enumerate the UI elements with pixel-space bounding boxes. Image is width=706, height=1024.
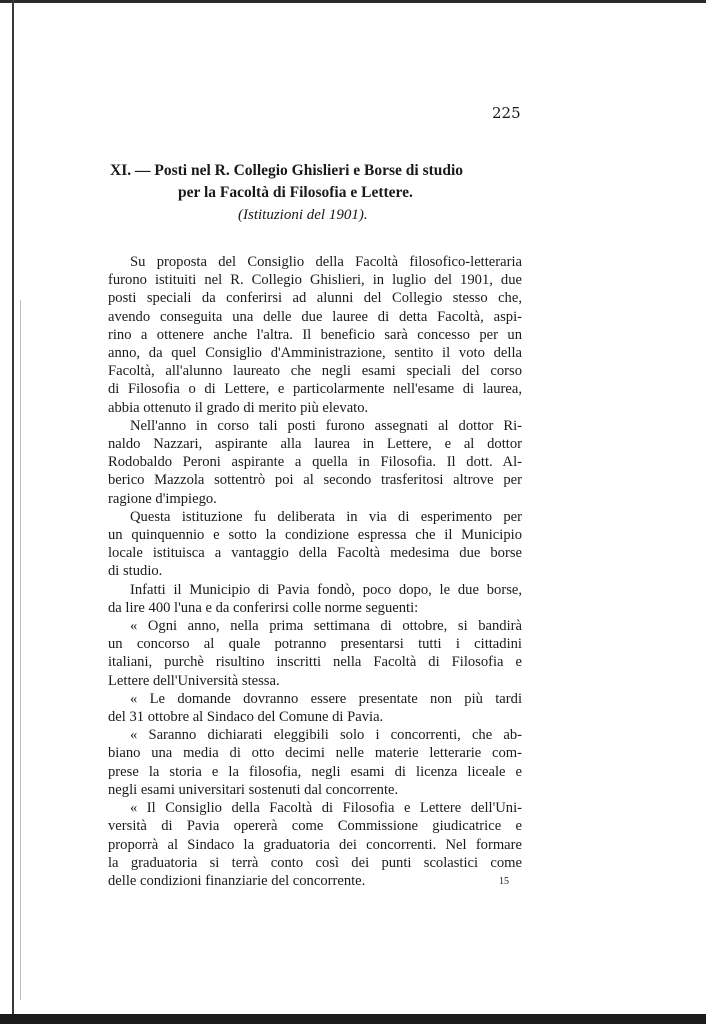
text-line: Infatti il Municipio di Pavia fondò, poco dopo, le due borse, [130,581,522,598]
text-line: biano una media di otto decimi nelle materie letterarie com- [108,745,522,762]
text-line: di studio. [108,563,163,580]
body-text [108,253,522,890]
text-line: posti speciali da conferirsi ad alunni del Collegio stesso che, [108,290,522,307]
page-number: 225 [492,104,521,122]
text-line: prese la storia e la filosofia, negli esami di licenza liceale e [108,763,522,780]
text-line: locale istituisca a vantaggio della Facoltà medesima due borse [108,545,522,562]
text-line: Facoltà, all'alunno laureato che negli esami speciali del corso [108,363,522,380]
text-line: la graduatoria si terrà conto così dei punti scolastici come [108,854,522,871]
text-line: Rodobaldo Peroni aspirante a quella in Filosofia. Il dott. Al- [108,454,522,471]
text-line: furono istituiti nel R. Collegio Ghislieri, in luglio del 1901, due [108,272,522,289]
heading-line-1: XI. — Posti nel R. Collegio Ghislieri e Borse di studio [110,162,464,179]
text-line: Su proposta del Consiglio della Facoltà filosofico-letteraria [130,254,522,270]
text-line: ragione d'impiego. [108,490,217,507]
heading-line-2: per la Facoltà di Filosofia e Lettere. [178,184,413,201]
scan-border-left-inner [20,300,21,1000]
text-line: berico Mazzola sottentrò poi al secondo trasferitosi altrove per [108,472,522,489]
text-line: abbia ottenuto il grado di merito più elevato. [108,399,369,416]
text-line: del 31 ottobre al Sindaco del Comune di Pavia. [108,709,384,726]
section-heading [110,160,520,204]
signature-mark: 15 [499,876,509,887]
text-line: da lire 400 l'una e da conferirsi colle norme seguenti: [108,599,419,616]
text-line: italiani, purchè risultino inscritti nella Facoltà di Filosofia e [108,654,522,671]
text-line: naldo Nazzari, aspirante alla laurea in Lettere, e al dottor [108,436,522,453]
text-line: un quinquennio e sotto la condizione espressa che il Municipio [108,527,522,544]
text-line: Questa istituzione fu deliberata in via di esperimento per [130,508,522,525]
text-line: negli esami universitari sostenuti dal concorrente. [108,781,399,798]
text-line: « Ogni anno, nella prima settimana di ottobre, si bandirà [130,618,522,635]
text-line: « Saranno dichiarati eleggibili solo i concorrenti, che ab- [130,727,522,744]
scan-border-bottom [0,1014,706,1024]
text-line: « Le domande dovranno essere presentate non più tardi [130,690,522,707]
section-subtitle: (Istituzioni del 1901). [238,207,368,223]
scan-border-top [0,0,706,3]
text-line: avendo conseguita una delle due lauree di detta Facoltà, aspi- [108,308,522,325]
text-line: proporrà al Sindaco la graduatoria dei concorrenti. Nel formare [108,836,522,853]
text-line: delle condizioni finanziarie del concorrente. [108,872,366,889]
text-line: di Filosofia o di Lettere, e particolarmente nell'esame di laurea, [108,381,522,398]
text-line: anno, da quel Consiglio d'Amministrazione, sentito il voto della [108,345,522,362]
text-line: versità di Pavia opererà come Commissione giudicatrice e [108,818,522,835]
text-line: Nell'anno in corso tali posti furono assegnati al dottor Ri- [130,417,522,434]
text-line: Lettere dell'Università stessa. [108,672,280,689]
text-line: « Il Consiglio della Facoltà di Filosofia e Lettere dell'Uni- [130,800,522,817]
scan-border-left [12,0,14,1024]
text-line: rino a ottenere anche l'altra. Il beneficio sarà concesso per un [108,326,522,343]
text-line: un concorso al quale potranno presentarsi tutti i cittadini [108,636,522,653]
